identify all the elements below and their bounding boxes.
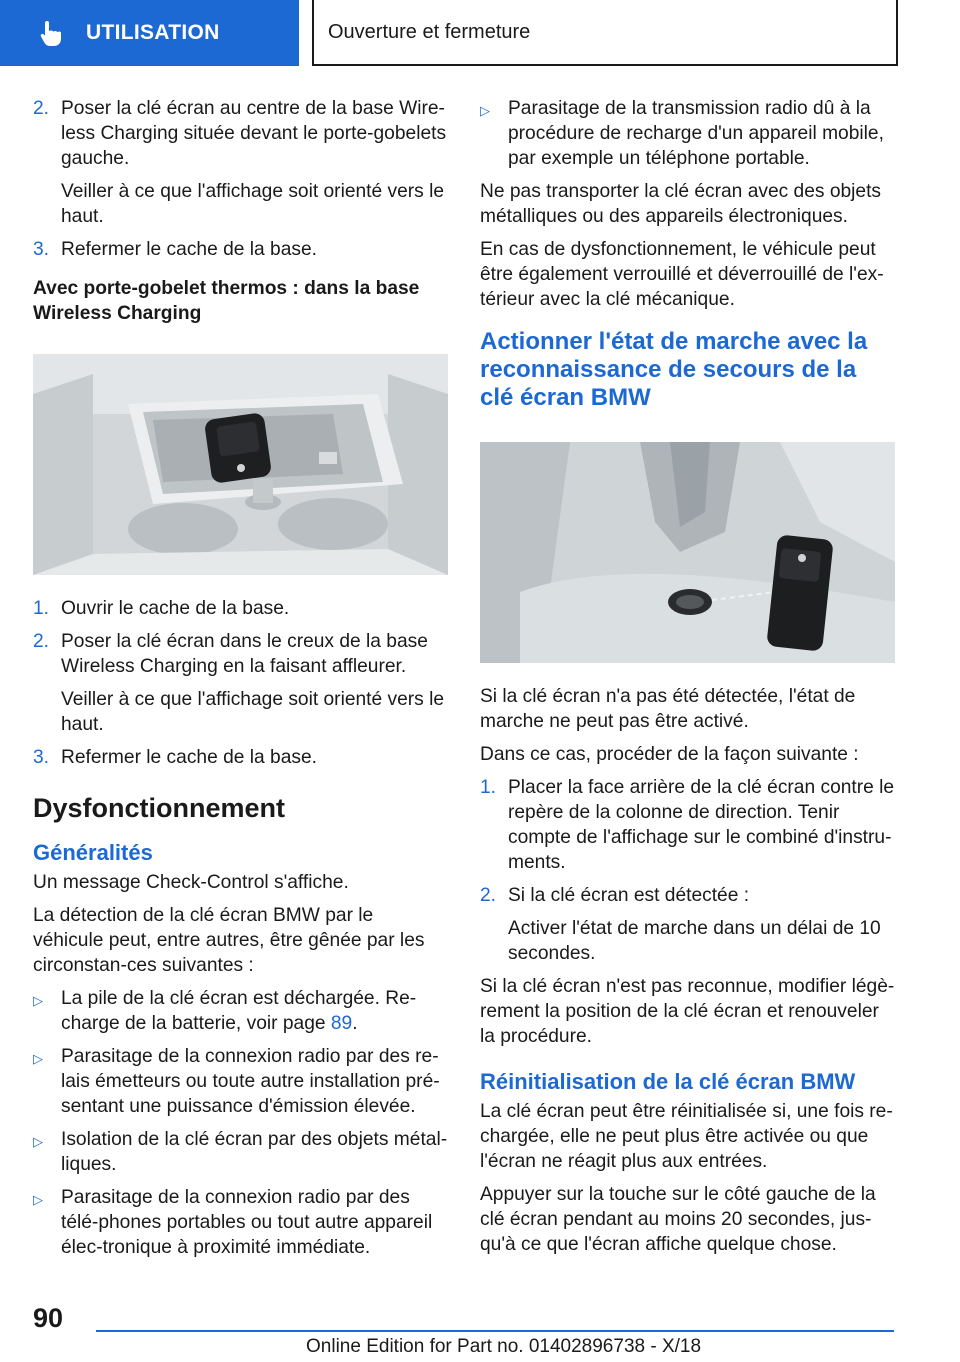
list-item [33,1044,448,1119]
bullet-text: Parasitage de la transmission radio dû à la procédure de recharge d'un appareil mobile, par exemple un téléphone portable. [508,98,884,169]
paragraph: En cas de dysfonctionnement, le véhicule peut être également verrouillé et déverrouillé de l'ex‐térieur avec la clé mécanique. [480,239,884,310]
subheading: Avec porte-gobelet thermos : dans la base Wireless Charging [33,278,420,324]
step-number: 2. [33,631,50,652]
right-column [480,96,895,1265]
list-item [33,1127,448,1177]
section-tab [0,0,299,66]
subsection-heading: Actionner l'état de marche avec la reconnaissance de secours de la clé écran BMW [480,328,868,411]
step-text: Refermer le cache de la base. [61,239,317,260]
bullet-text: Parasitage de la connexion radio par des télé‐phones portables ou tout autre appareil élec‐tronique à proximité immédiate. [61,1187,433,1258]
list-item [480,775,895,875]
paragraph: La détection de la clé écran BMW par le véhicule peut, entre autres, être gênée par les circonstan‐ces suivantes : [33,905,425,976]
subsection-heading: Généralités [33,840,153,865]
page-header [0,0,960,66]
left-column [33,96,448,1268]
triangle-bullet-icon: ▷ [33,1192,43,1207]
step-number: 3. [33,747,50,768]
step-text: Poser la clé écran au centre de la base Wire‐less Charging située devant le porte-gobelets gauche. [61,98,447,169]
list-item [33,96,448,229]
step-note: Veiller à ce que l'affichage soit orienté vers le haut. [61,689,445,735]
paragraph: Si la clé écran n'a pas été détectée, l'état de marche ne peut pas être activé. [480,686,856,732]
steering-column-photo [480,442,895,663]
triangle-bullet-icon: ▷ [33,1134,43,1149]
list-item [33,1185,448,1260]
step-text: Poser la clé écran dans le creux de la base Wireless Charging en la faisant affleurer. [61,631,428,677]
step-number: 1. [480,777,497,798]
step-text: Refermer le cache de la base. [61,747,317,768]
paragraph: Appuyer sur la touche sur le côté gauche de la clé écran pendant au moins 20 secondes, jus‐qu'à ce que l'écran affiche quelque chose. [480,1184,876,1255]
page-number: 90 [33,1303,64,1333]
triangle-bullet-icon: ▷ [33,1051,43,1066]
step-number: 2. [480,885,497,906]
triangle-bullet-icon: ▷ [33,993,43,1008]
list-item [33,745,448,770]
step-text: Ouvrir le cache de la base. [61,598,290,619]
step-number: 3. [33,239,50,260]
list-item [480,96,895,171]
page-link[interactable]: 89 [330,1013,353,1034]
list-item [33,596,448,621]
bullet-text: La pile de la clé écran est déchargée. Re‐charge de la batterie, voir page [61,988,417,1034]
step-note: Veiller à ce que l'affichage soit orienté vers le haut. [61,181,445,227]
chapter-label: Ouverture et fermeture [328,20,531,43]
section-label: UTILISATION [86,21,220,44]
step-text: Si la clé écran est détectée : [508,885,750,906]
paragraph: Un message Check-Control s'affiche. [33,872,349,893]
section-heading: Dysfonctionnement [33,793,286,823]
step-number: 2. [33,98,50,119]
triangle-bullet-icon: ▷ [480,103,490,118]
hand-pointer-icon [36,18,66,48]
list-item [33,237,448,262]
wireless-charging-photo [33,354,448,575]
paragraph: Ne pas transporter la clé écran avec des objets métalliques ou des appareils électroniques. [480,181,882,227]
step-number: 1. [33,598,50,619]
step-text: Placer la face arrière de la clé écran contre le repère de la colonne de direction. Tenir compte de l'affichage sur le combiné d'instru‐ments. [508,777,895,873]
footer-divider [96,1330,894,1332]
list-item [33,986,448,1036]
step-note: Activer l'état de marche dans un délai de 10 secondes. [508,918,881,964]
paragraph: Dans ce cas, procéder de la façon suivante : [480,744,859,765]
edition-note: Online Edition for Part no. 01402896738 - X/18 [306,1336,702,1357]
list-item [480,883,895,966]
bullet-text-end: . [352,1013,358,1034]
paragraph: La clé écran peut être réinitialisée si, une fois re‐chargée, elle ne peut plus être activée ou que l'écran ne réagit plus aux entrées. [480,1101,893,1172]
list-item [33,629,448,737]
bullet-text: Isolation de la clé écran par des objets métal‐liques. [61,1129,448,1175]
subsection-heading: Réinitialisation de la clé écran BMW [480,1069,856,1094]
chapter-tab [312,0,898,66]
paragraph: Si la clé écran n'est pas reconnue, modifier légè‐rement la position de la clé écran et renouveler la procédure. [480,976,895,1047]
bullet-text: Parasitage de la connexion radio par des re‐lais émetteurs ou toute autre installation pré‐sentant une puissance d'émission élevée. [61,1046,440,1117]
